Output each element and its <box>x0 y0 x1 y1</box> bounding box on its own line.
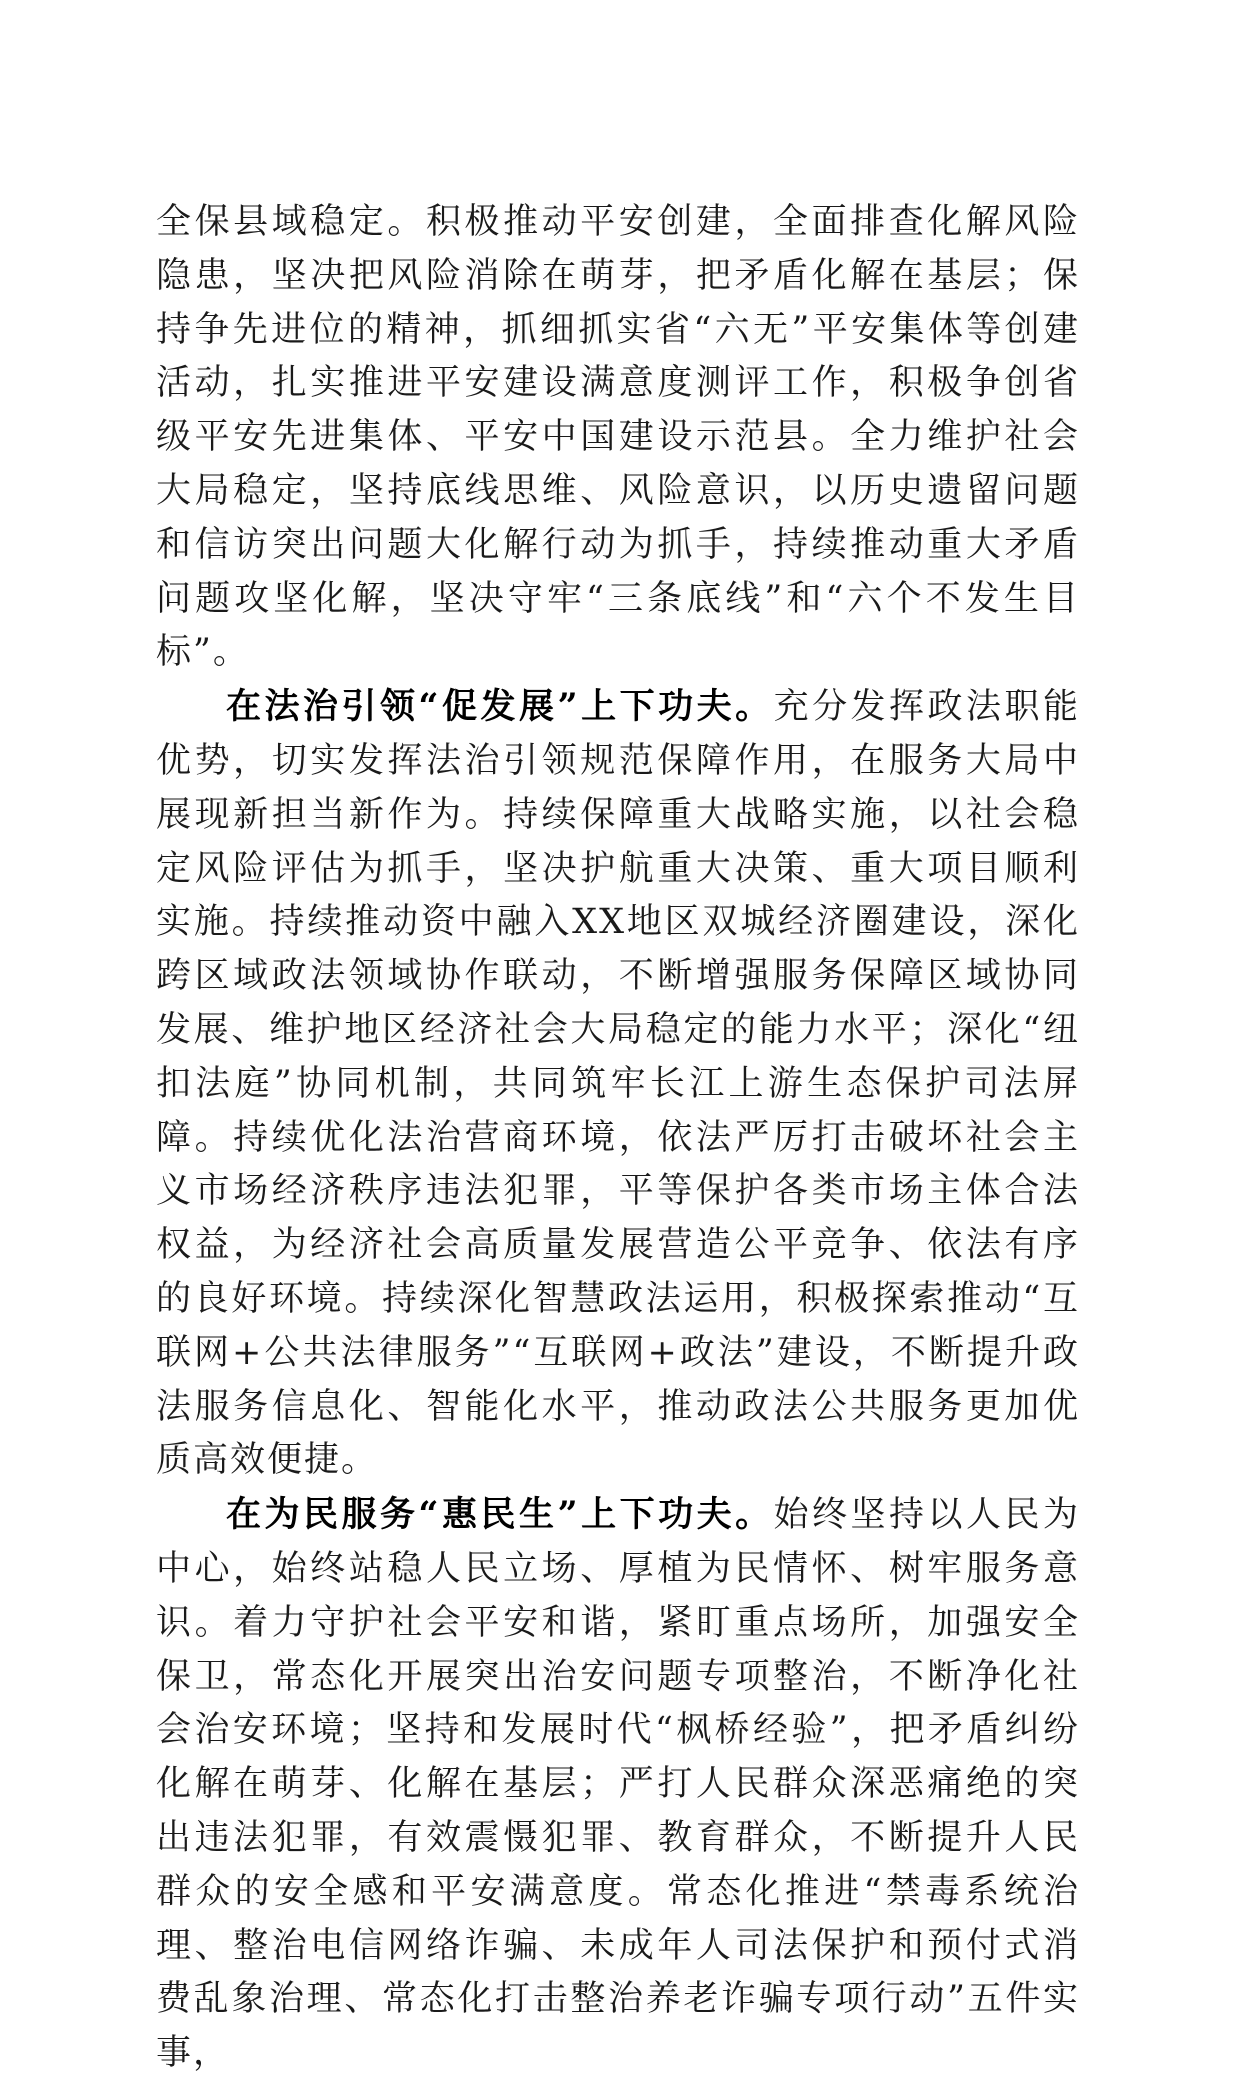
paragraph-text: 始终坚持以人民为中心，始终站稳人民立场、厚植为民情怀、树牢服务意识。着力守护社会平安和谐，紧盯重点场所，加强安全保卫，常态化开展突出治安问题专项整治，不断净化社会治安环境；坚持和发展时代“枫桥经验”，把矛盾纠纷化解在萌芽、化解在基层；严打人民群众深恶痛绝的突出违法犯罪，有效震慑犯罪、教育群众，不断提升人民群众的安全感和平安满意度。常态化推进“禁毒系统治理、整治电信网络诈骗、未成年人司法保护和预付式消费乱象治理、常态化打击整治养老诈骗专项行动”五件实事， <box>156 1495 1080 2074</box>
paragraph-heading: 在法治引领“促发展”上下功夫。 <box>226 686 774 728</box>
paragraph-text: 充分发挥政法职能优势，切实发挥法治引领规范保障作用，在服务大局中展现新担当新作为。持续保障重大战略实施，以社会稳定风险评估为抓手，坚决护航重大决策、重大项目顺利实施。持续推动资中融入XX地区双城经济圈建设，深化跨区域政法领域协作联动，不断增强服务保障区域协同发展、维护地区经济社会大局稳定的能力水平；深化“纽扣法庭”协同机制，共同筑牢长江上游生态保护司法屏障。持续优化法治营商环境，依法严厉打击破坏社会主义市场经济秩序违法犯罪，平等保护各类市场主体合法权益，为经济社会高质量发展营造公平竞争、依法有序的良好环境。持续深化智慧政法运用，积极探索推动“互联网+公共法律服务”“互联网+政法”建设，不断提升政法服务信息化、智能化水平，推动政法公共服务更加优质高效便捷。 <box>156 687 1080 1481</box>
body-text <box>156 196 1080 2081</box>
paragraph-heading: 在为民服务“惠民生”上下功夫。 <box>226 1494 774 1536</box>
paragraph-rule-of-law <box>156 680 1080 1488</box>
paragraph-text: 全保县域稳定。积极推动平安创建，全面排查化解风险隐患，坚决把风险消除在萌芽，把矛盾化解在基层；保持争先进位的精神，抓细抓实省“六无”平安集体等创建活动，扎实推进平安建设满意度测评工作，积极争创省级平安先进集体、平安中国建设示范县。全力维护社会大局稳定，坚持底线思维、风险意识，以历史遗留问题和信访突出问题大化解行动为抓手，持续推动重大矛盾问题攻坚化解，坚决守牢“三条底线”和“六个不发生目标”。 <box>156 202 1080 673</box>
paragraph-continuation <box>156 196 1080 680</box>
paragraph-public-service <box>156 1488 1080 2081</box>
